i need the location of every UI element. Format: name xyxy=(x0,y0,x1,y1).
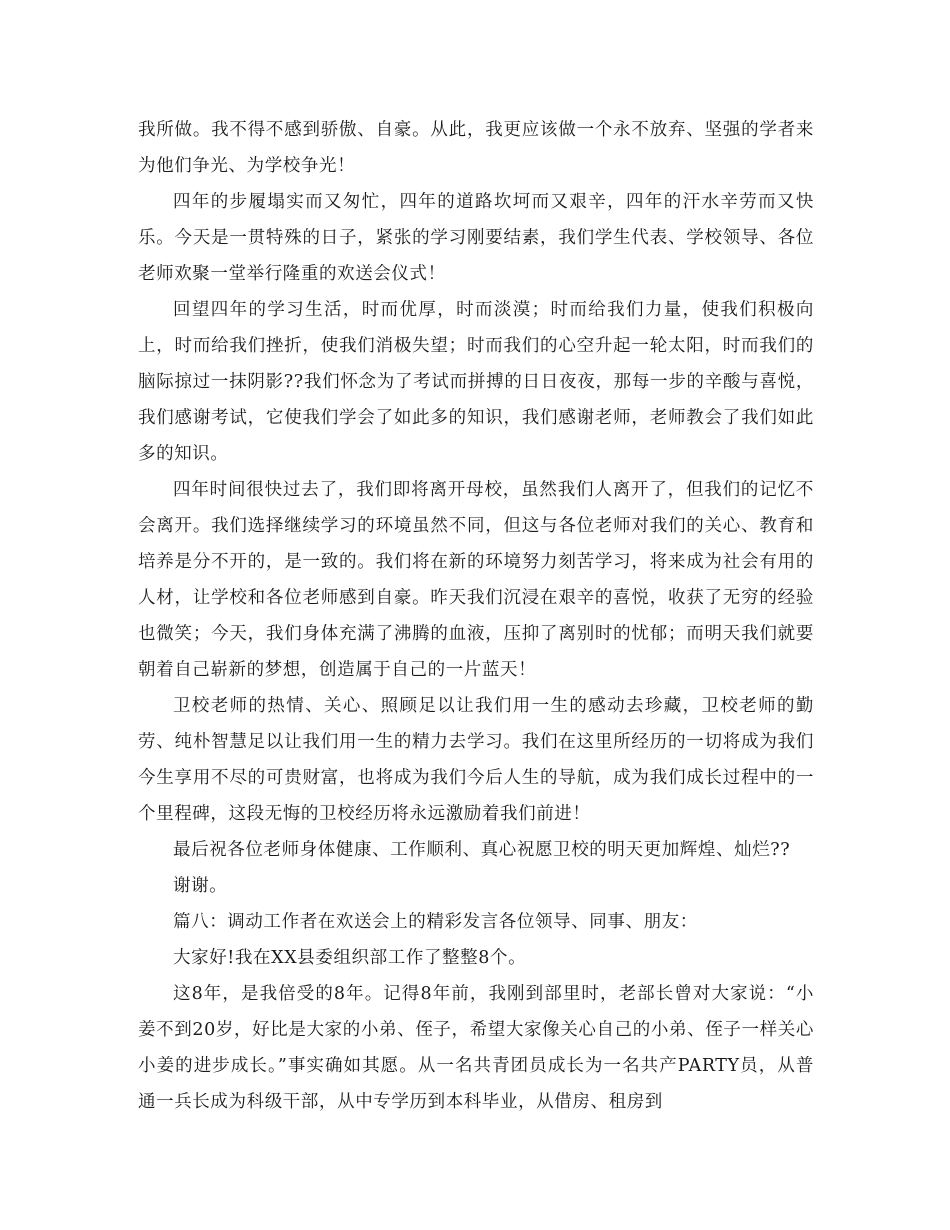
paragraph: 四年的步履塌实而又匆忙，四年的道路坎坷而又艰辛，四年的汗水辛劳而又快乐。今天是一贯特殊的日子，紧张的学习刚要结素，我们学生代表、学校领导、各位老师欢聚一堂举行隆重的欢送会仪式！ xyxy=(138,192,814,284)
closing-wish: 最后祝各位老师身体健康、工作顺利、真心祝愿卫校的明天更加辉煌、灿烂?? xyxy=(173,840,791,860)
greeting: 大家好!我在XX县委组织部工作了整整8个。 xyxy=(173,948,527,968)
paragraph: 回望四年的学习生活，时而优厚，时而淡漠；时而给我们力量，使我们积极向上，时而给我们挫折，使我们消极失望；时而我们的心空升起一轮太阳，时而我们的脑际掠过一抹阴影??我们怀念为了考试而拼搏的日日夜夜，那每一步的辛酸与喜悦，我们感谢考试，它使我们学会了如此多的知识，我们感谢老师，老师教会了我们如此多的知识。 xyxy=(138,300,814,464)
paragraph: 四年时间很快过去了，我们即将离开母校，虽然我们人离开了，但我们的记忆不会离开。我们选择继续学习的环境虽然不同，但这与各位老师对我们的关心、教育和培养是分不开的，是一致的。我们将在新的环境努力刻苦学习，将来成为社会有用的人材，让学校和各位老师感到自豪。昨天我们沉浸在艰辛的喜悦，收获了无穷的经验也微笑；今天，我们身体充满了沸腾的血液，压抑了离别时的忧郁；而明天我们就要朝着自己崭新的梦想，创造属于自己的一片蓝天！ xyxy=(138,480,814,680)
paragraph: 卫校老师的热情、关心、照顾足以让我们用一生的感动去珍藏，卫校老师的勤劳、纯朴智慧足以让我们用一生的精力去学习。我们在这里所经历的一切将成为我们今生享用不尽的可贵财富，也将成为我们今后人生的导航，成为我们成长过程中的一个里程碑，这段无悔的卫校经历将永远激励着我们前进！ xyxy=(138,696,814,824)
section-heading: 篇八：调动工作者在欢送会上的精彩发言各位领导、同事、朋友： xyxy=(173,912,698,932)
document-body xyxy=(138,112,814,1120)
paragraph: 这8年，是我倍受的8年。记得8年前，我刚到部里时，老部长曾对大家说：“小姜不到20岁，好比是大家的小弟、侄子，希望大家像关心自己的小弟、侄子一样关心小姜的进步成长。”事实确如其愿。从一名共青团员成长为一名共产PARTY员，从普通一兵长成为科级干部，从中专学历到本科毕业，从借房、租房到 xyxy=(138,984,814,1112)
paragraph-continuation: 我所做。我不得不感到骄傲、自豪。从此，我更应该做一个永不放弃、坚强的学者来为他们争光、为学校争光！ xyxy=(138,120,814,176)
closing-thanks: 谢谢。 xyxy=(173,876,228,896)
